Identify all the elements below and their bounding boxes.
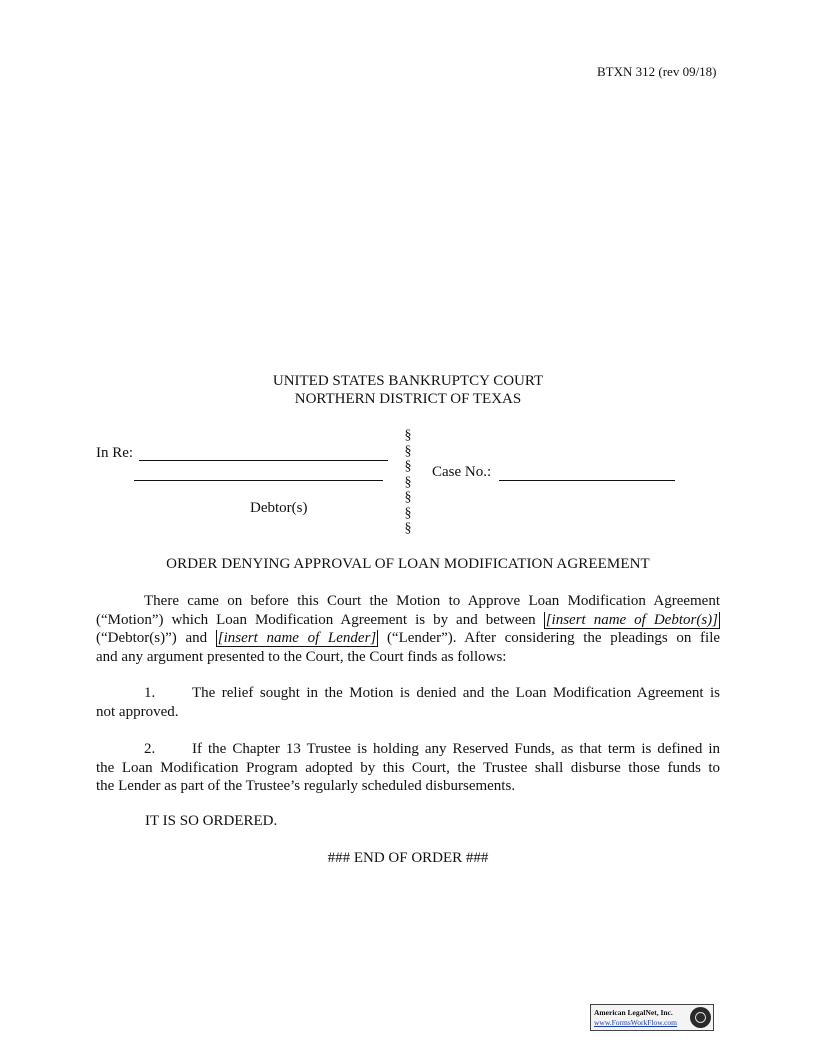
order-title: ORDER DENYING APPROVAL OF LOAN MODIFICATION AGREEMENT <box>166 556 650 572</box>
intro-line: There came on before this Court the Motion to Approve Loan Modification Agreement <box>144 593 720 609</box>
intro-line: and any argument presented to the Court, the Court finds as follows: <box>96 648 507 665</box>
order-item-1 <box>96 684 720 721</box>
item-line <box>96 740 720 759</box>
item-text: The relief sought in the Motion is denied and the Loan Modification Agreement is <box>192 685 720 701</box>
court-heading <box>0 372 816 408</box>
item-number: 1. <box>144 685 156 701</box>
american-legalnet-logo[interactable] <box>590 1004 714 1031</box>
section-symbol: § <box>404 443 412 459</box>
item-line: the Loan Modification Program adopted by this Court, the Trustee shall disburse those funds to <box>96 759 720 776</box>
intro-line <box>96 611 720 630</box>
intro-line <box>96 629 720 648</box>
order-item-2 <box>96 740 720 796</box>
globe-icon <box>690 1007 711 1028</box>
so-ordered: IT IS SO ORDERED. <box>145 813 278 829</box>
intro-text: (“Debtor(s)”) and <box>96 630 208 646</box>
intro-text: (“Motion”) which Loan Modification Agreement is by and between <box>96 611 536 628</box>
in-re-label: In Re: <box>96 445 134 461</box>
lender-placeholder[interactable]: [insert name of Lender] <box>217 630 377 646</box>
logo-company: American LegalNet, Inc. <box>594 1008 673 1017</box>
item-line: the Lender as part of the Trustee’s regularly scheduled disbursements. <box>96 778 516 794</box>
section-symbol: § <box>404 505 412 521</box>
item-line <box>96 684 720 703</box>
item-line: not approved. <box>96 703 179 720</box>
section-symbol-column <box>403 428 413 537</box>
logo-link[interactable]: www.FormsWorkFlow.com <box>594 1018 678 1027</box>
end-of-order: ### END OF ORDER ### <box>327 850 489 866</box>
section-symbol: § <box>404 521 412 536</box>
form-id: BTXN 312 (rev 09/18) <box>597 64 717 79</box>
section-symbol: § <box>404 490 412 505</box>
debtor-placeholder[interactable]: [insert name of Debtor(s)] <box>545 611 718 628</box>
item-text: If the Chapter 13 Trustee is holding any Reserved Funds, as that term is defined in <box>192 741 720 757</box>
debtor-label: Debtor(s) <box>250 500 308 516</box>
section-symbol: § <box>404 474 412 490</box>
section-symbol: § <box>404 428 412 443</box>
intro-paragraph <box>96 592 720 666</box>
item-number: 2. <box>144 741 156 757</box>
case-number-line[interactable] <box>499 480 675 481</box>
court-district: NORTHERN DISTRICT OF TEXAS <box>294 391 522 407</box>
case-no-label: Case No.: <box>432 464 492 480</box>
section-symbol: § <box>404 459 412 474</box>
court-name: UNITED STATES BANKRUPTCY COURT <box>272 373 544 389</box>
intro-text: (“Lender”). After considering the pleadings on file <box>386 630 720 646</box>
debtor-name-line-1[interactable] <box>139 460 388 461</box>
debtor-name-line-2[interactable] <box>134 480 383 481</box>
